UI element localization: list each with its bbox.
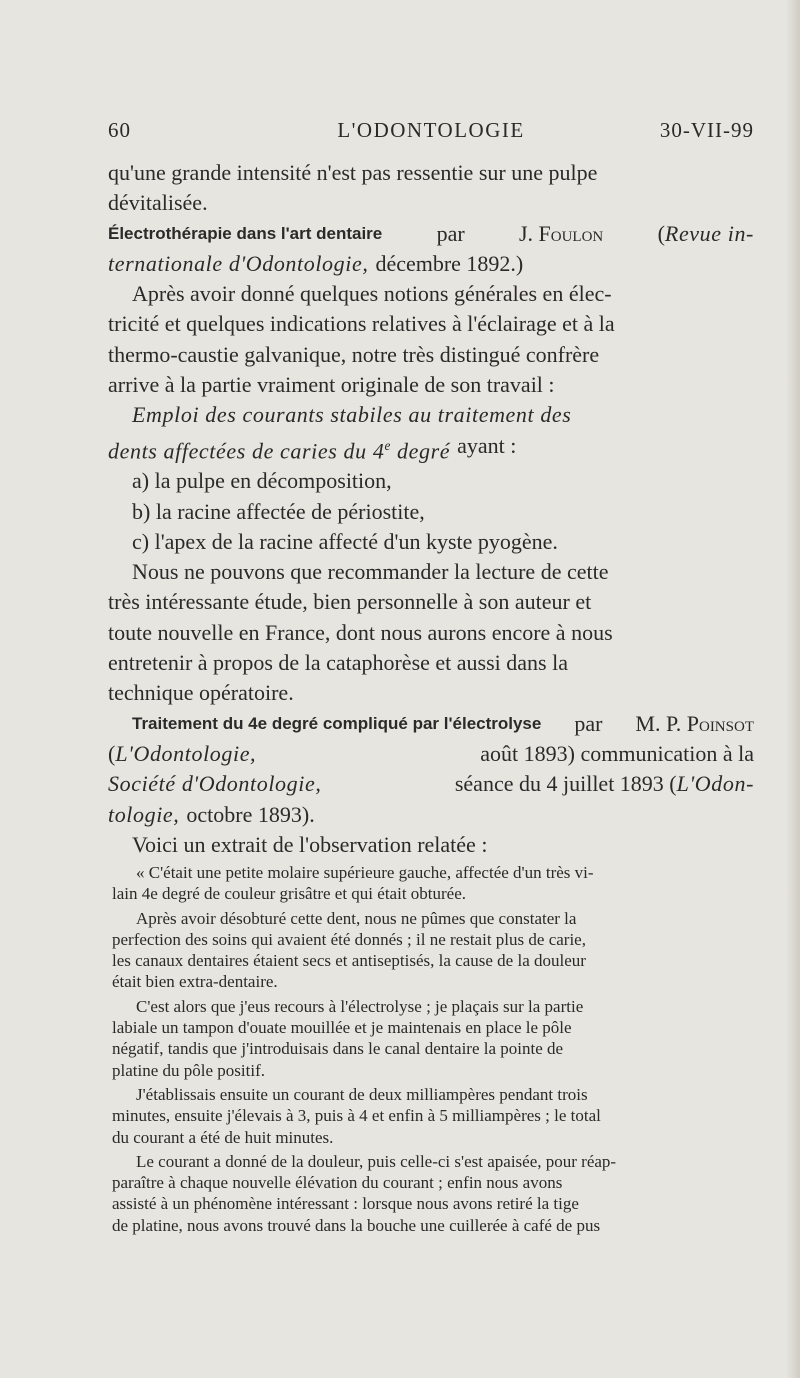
quoted-observation xyxy=(112,862,754,1239)
journal-title: L'ODONTOLOGIE xyxy=(337,118,525,142)
quote-paragraph: « C'était une petite molaire supérieure gauche, affectée d'un très vi- lain 4e degré de couleur grisâtre et qui était obturée. xyxy=(112,863,594,904)
text-line: dévitalisée. xyxy=(108,190,208,216)
quote-paragraph: Le courant a donné de la douleur, puis celle-ci s'est apaisée, pour réap- paraître à chaque nouvelle élévation du courant ; enfin nous avons assisté à un phénomène intéressant : lorsque nous avons retiré la tige de platine, nous avons trouvé dans la bouche une cuillerée à café de pus xyxy=(112,1151,617,1235)
quote-paragraph: C'est alors que j'eus recours à l'électrolyse ; je plaçais sur la partie labiale un tampon d'ouate mouillée et je maintenais en place le pôle négatif, tandis que j'introduisais dans le canal dentaire la pointe de platine du pôle positif. xyxy=(112,996,584,1080)
quote-paragraph: Après avoir désobturé cette dent, nous ne pûmes que constater la perfection des soins qui avaient été donnés ; il ne restait plus de carie, les canaux dentaires étaient secs et antiseptisés, la cause de la douleur était bien extra-dentaire. xyxy=(112,908,586,992)
issue-date: 30-VII-99 xyxy=(659,118,754,142)
page-number: 60 xyxy=(108,118,131,142)
list-item: c) l'apex de la racine affecté d'un kyste pyogène. xyxy=(132,528,558,554)
entry-title: Électrothérapie dans l'art dentaire xyxy=(108,223,383,243)
entry-poinsot: Traitement du 4e degré compliqué par l'électrolyse par M. P. Poinsot xyxy=(108,709,754,739)
running-header xyxy=(108,118,754,152)
quote-paragraph: J'établissais ensuite un courant de deux milliampères pendant trois minutes, ensuite j'élevais à 3, puis à 4 et enfin à 5 milliampères ; le total du courant a été de huit minutes. xyxy=(112,1084,601,1147)
entry-title: Traitement du 4e degré compliqué par l'électrolyse xyxy=(132,713,542,733)
text-line: qu'une grande intensité n'est pas ressentie sur une pulpe xyxy=(108,160,598,185)
list-item: a) la pulpe en décomposition, xyxy=(132,468,392,494)
article-title: Emploi des courants stabiles au traitement des xyxy=(132,402,572,428)
entry-foulon: Électrothérapie dans l'art dentaire par J. Foulon (Revue in- xyxy=(108,219,754,249)
page-edge xyxy=(786,0,800,1378)
main-text: qu'une grande intensité n'est pas ressentie sur une pulpe dévitalisée. Électrothérapie dans l'art dentaire par J. Foulon (Revue in- ternationale d'Odontologie, décembre 1892.) Après avoir donné quelques notions générales en élec- tricité et quelques indications relatives à l'éclairage et à la thermo-caustie galvanique, notre très distingué confrère arrive à la partie vraiment originale de son travail : Emploi des courants stabiles au traitement des dents affectées de caries du 4e degré ayant : a) la pulpe en décomposition, b) la racine affectée de périostite, c) l'apex de la racine affecté d'un kyste pyogène. Nous ne pouvons que recommander la lecture de cette très intéressante étude, bien personnelle à son auteur et toute nouvelle en France, dont nous aurons encore à nous entretenir à propos de la cataphorèse et aussi dans la technique opératoire. Traitement du 4e degré compliqué par l'électrolyse par M. P. Poinsot (L'Odontologie, août 1893) communication à la Société d'Odontologie, séance du 4 juillet 1893 (L'Odon- tologie, octobre 1893). Voici un extrait de l'observation relatée : xyxy=(108,160,754,857)
list-item: b) la racine affectée de périostite, xyxy=(132,498,425,524)
entry-author: J. Foulon xyxy=(518,220,604,246)
entry-author: M. P. Poinsot xyxy=(635,710,754,736)
